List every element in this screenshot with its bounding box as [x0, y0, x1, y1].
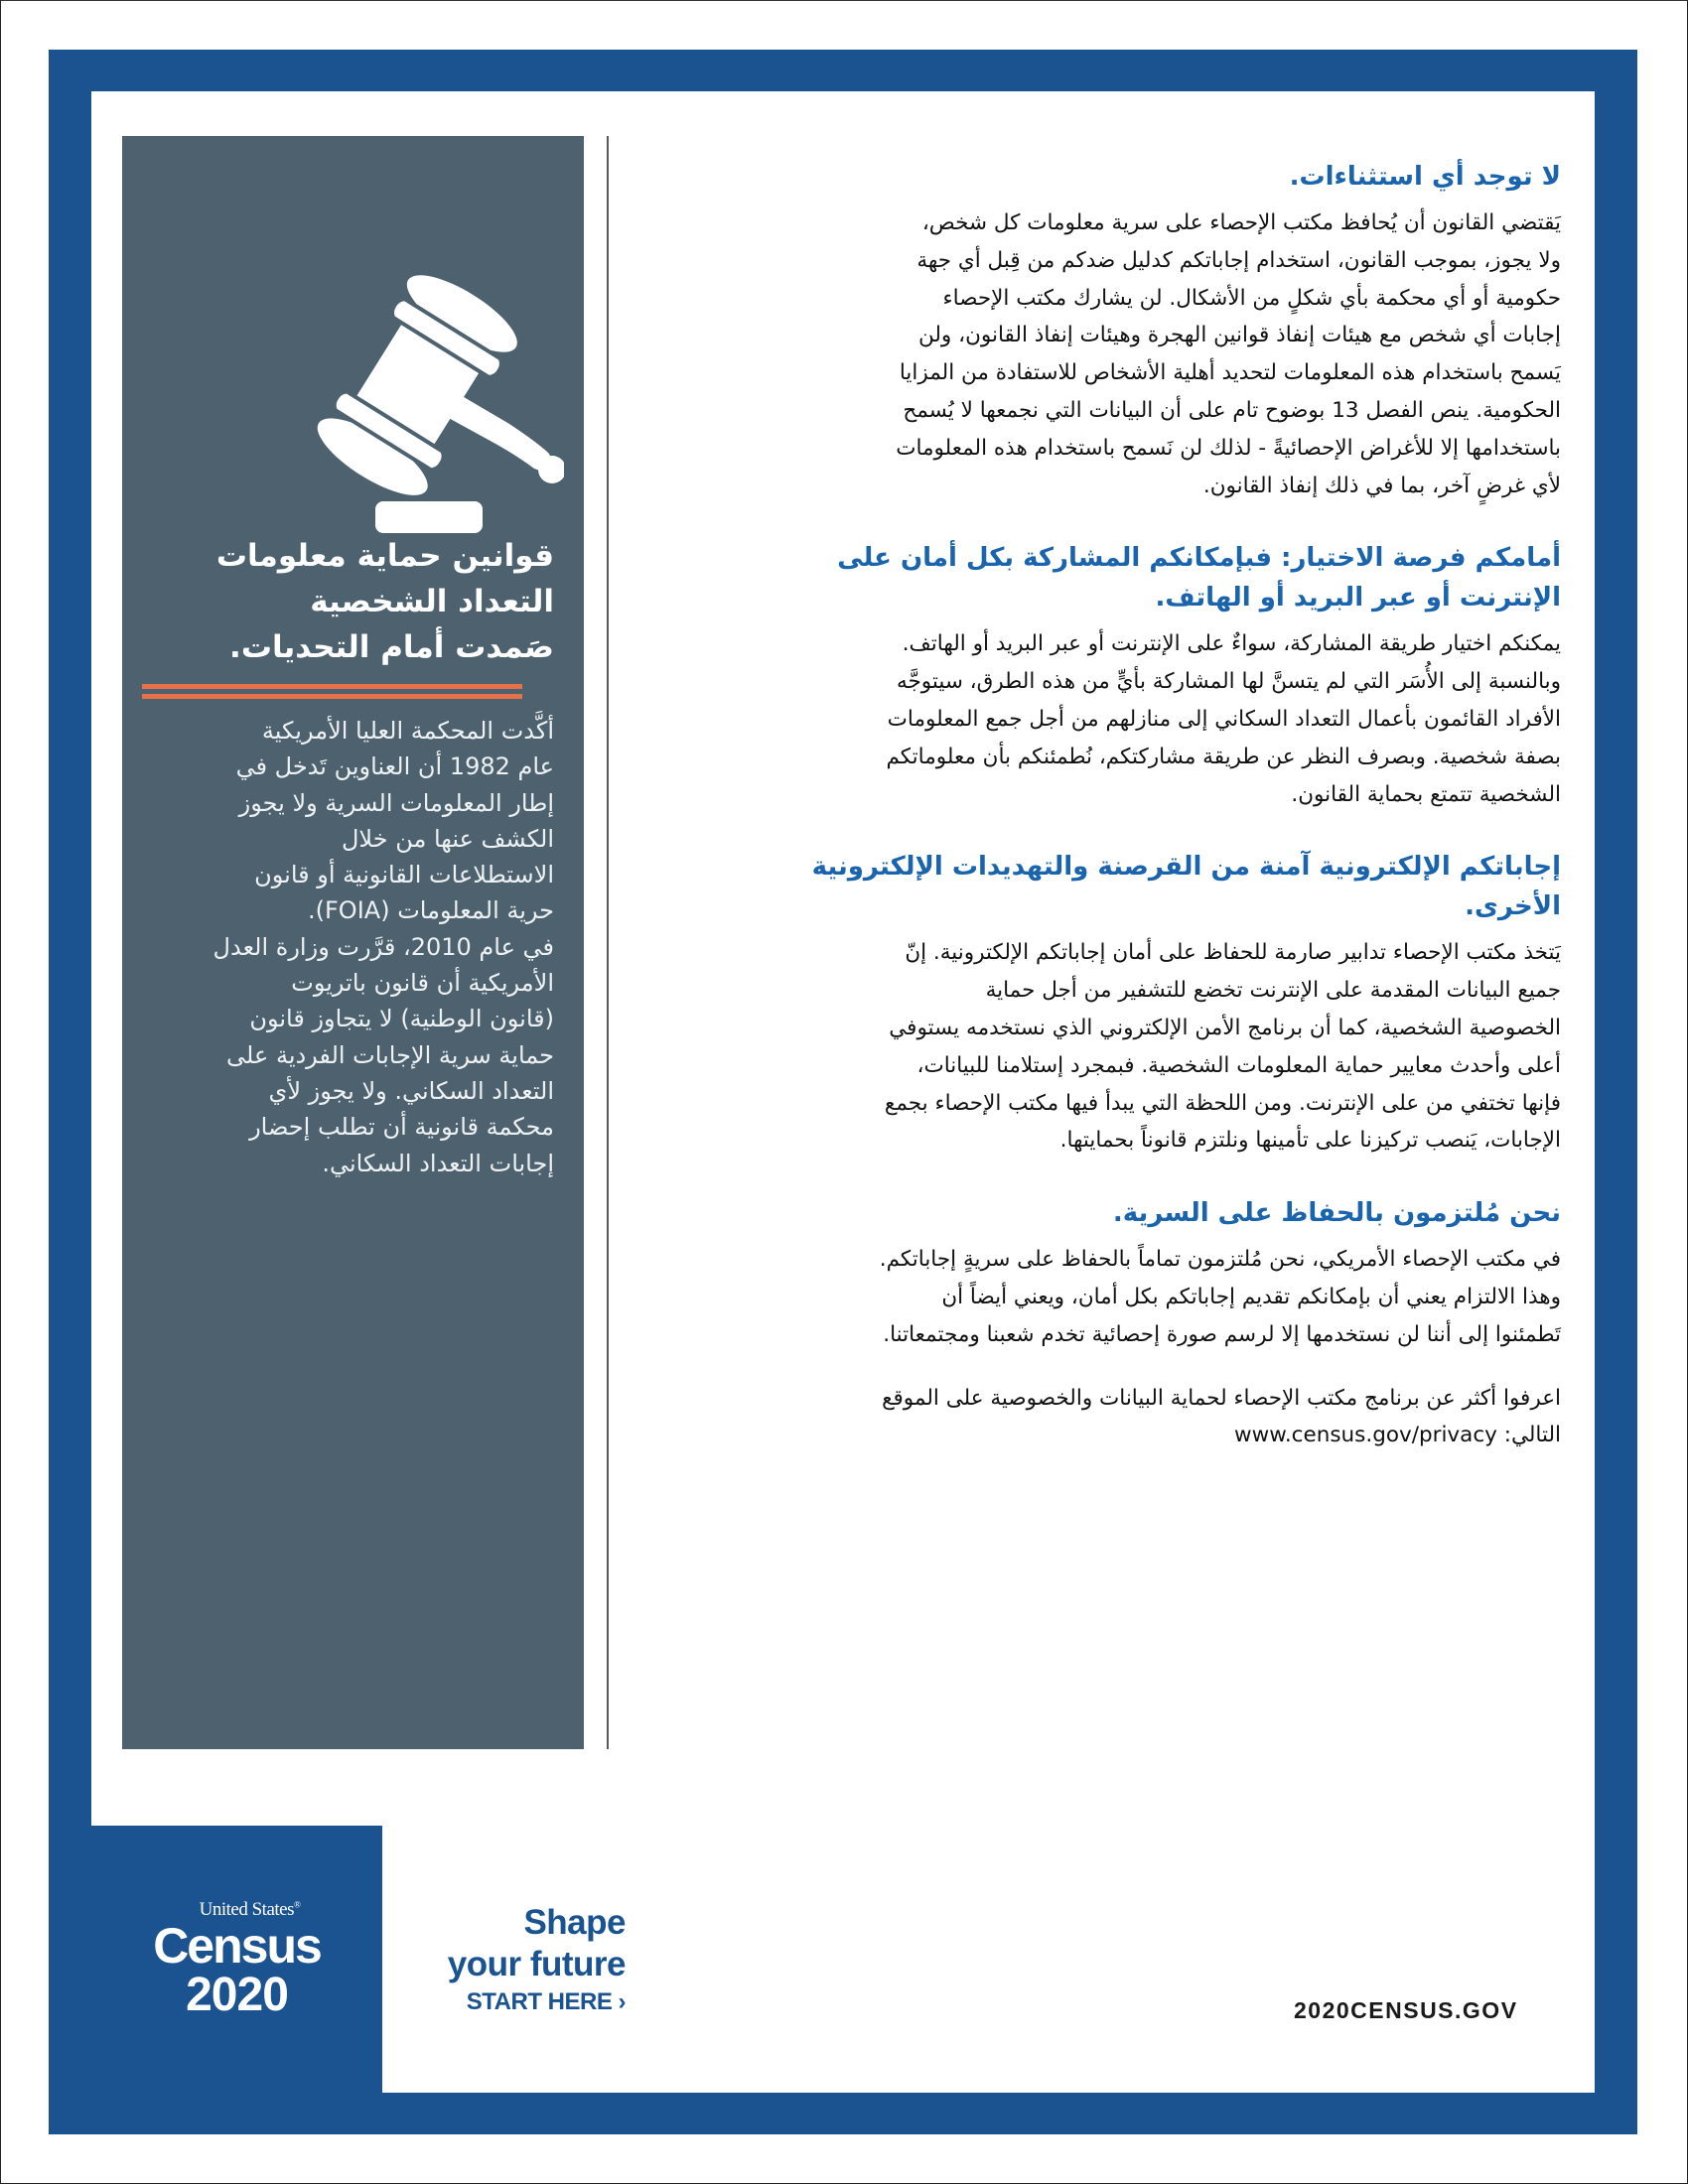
- heading-line: نحن مُلتزمون بالحفاظ على السرية.: [1112, 1198, 1561, 1229]
- learn-more-text: [645, 1380, 1561, 1455]
- sidebar-body-line: إجابات التعداد السكاني.: [322, 1149, 554, 1177]
- sidebar-body: [142, 713, 554, 1181]
- body-line: يَتخذ مكتب الإحصاء تدابير صارمة للحفاظ على أمان إجاباتكم الإلكترونية. إنّ: [905, 940, 1561, 966]
- body-line: تَطمئنوا إلى أننا لن نستخدمها إلا لرسم صورة إحصائية تخدم شعبنا ومجتمعاتنا.: [883, 1321, 1561, 1347]
- website-link[interactable]: 2020CENSUS.GOV: [1294, 1997, 1518, 2023]
- heading-line: لا توجد أي استثناءات.: [1289, 162, 1561, 192]
- sidebar-body-line: الاستطلاعات القانونية أو قانون: [254, 861, 554, 889]
- section-learn-more: [645, 1380, 1561, 1455]
- body-line: حكومية أو أي محكمة بأي شكلٍ من الأشكال. لن يشارك مكتب الإحصاء: [942, 285, 1561, 311]
- tagline: [397, 1902, 626, 2019]
- main-content: [645, 157, 1561, 1454]
- section-no-exceptions: [645, 157, 1561, 504]
- section-heading: [645, 157, 1561, 197]
- sidebar-body-line: (قانون الوطنية) لا يتجاوز قانون: [249, 1005, 554, 1033]
- column-divider: [607, 136, 609, 1749]
- sidebar-body-line: حماية سرية الإجابات الفردية على: [226, 1040, 554, 1069]
- sidebar-body-line: محكمة قانونية أن تطلب إحضار: [249, 1113, 554, 1142]
- sidebar-title-line: التعداد الشخصية: [310, 584, 554, 619]
- privacy-link[interactable]: www.census.gov/privacy: [1234, 1423, 1497, 1448]
- accent-rule: [142, 684, 522, 689]
- sidebar-title: [142, 533, 554, 670]
- sidebar-body-line: الكشف عنها من خلال: [341, 824, 554, 853]
- logo-stack: [153, 1899, 321, 2020]
- heading-line: أمامكم فرصة الاختيار: فبإمكانكم المشاركة بكل أمان على: [837, 543, 1561, 574]
- accent-rules: [142, 684, 554, 699]
- body-line: بصفة شخصية. وبصرف النظر عن طريقة مشاركتكم، نُطمئنكم بأن معلوماتكم: [886, 744, 1561, 769]
- body-line: الخصوصية الشخصية، كما أن برنامج الأمن الإلكتروني الذي نستخدمه يستوفي: [889, 1015, 1561, 1040]
- body-line: وهذا الالتزام يعني أن بإمكانكم تقديم إجاباتكم بكل أمان، ويعني أيضاً أن: [941, 1284, 1561, 1309]
- body-line: يَسمح باستخدام هذه المعلومات لتحديد أهلية الأشخاص للاستفادة من المزايا: [899, 360, 1561, 386]
- section-choice: [645, 538, 1561, 813]
- census-2020-logo: [91, 1826, 382, 2093]
- sidebar-body-line: أكَّدت المحكمة العليا الأمريكية: [261, 717, 554, 745]
- body-line: باستخدامها إلا للأغراض الإحصائيةً - لذلك لن نَسمح باستخدام هذه المعلومات: [896, 435, 1561, 461]
- sidebar-body-line: حرية المعلومات (FOIA).: [308, 896, 554, 925]
- sidebar-text: [142, 533, 554, 1181]
- section-heading: [645, 847, 1561, 926]
- body-line: يَقتضي القانون أن يُحافظ مكتب الإحصاء على سرية معلومات كل شخص،: [921, 210, 1561, 235]
- start-here-link[interactable]: START HERE ›: [466, 1988, 626, 2015]
- section-commitment: [645, 1193, 1561, 1353]
- sidebar-body-line: التعداد السكاني. ولا يجوز لأي: [268, 1076, 554, 1105]
- body-line: لأي غرضٍ آخر، بما في ذلك إنفاذ القانون.: [1202, 473, 1561, 498]
- body-line: وبالنسبة إلى الأُسَر التي لم يتسنَّ لها المشاركة بأيٍّ من هذه الطرق، سيتوجَّه: [896, 669, 1561, 695]
- logo-year: 2020: [186, 1968, 288, 2021]
- section-heading: [645, 1193, 1561, 1233]
- sidebar-body-line: إطار المعلومات السرية ولا يجوز: [238, 788, 554, 817]
- sidebar-title-line: صَمدت أمام التحديات.: [229, 629, 554, 665]
- section-heading: [645, 538, 1561, 617]
- sidebar-body-line: الأمريكية أن قانون باتريوت: [291, 969, 554, 998]
- tagline-line: Shape: [523, 1903, 626, 1942]
- body-line: الحكومية. ينص الفصل 13 بوضوح تام على أن البيانات التي نجمعها لا يُسمح: [903, 397, 1561, 423]
- section-body: [645, 625, 1561, 813]
- body-line: جميع البيانات المقدمة على الإنترنت تخضع للتشفير من أجل حماية: [985, 978, 1561, 1004]
- logo-united-states-text: United States: [199, 1898, 294, 1920]
- sidebar-body-line: عام 1982 أن العناوين تَدخل في: [235, 752, 554, 781]
- section-online-security: [645, 847, 1561, 1160]
- heading-line: الإنترنت أو عبر البريد أو الهاتف.: [1155, 583, 1561, 614]
- sidebar-panel: [122, 136, 584, 1749]
- sidebar-title-line: قوانين حماية معلومات: [215, 538, 554, 574]
- section-body: [645, 934, 1561, 1160]
- body-line: إجابات أي شخص مع هيئات إنفاذ قوانين الهجرة وهيئات إنفاذ القانون، ولن: [918, 323, 1561, 348]
- section-body: [645, 1241, 1561, 1353]
- body-line: الأفراد القائمون بأعمال التعداد السكاني إلى منازلهم من أجل جمع المعلومات: [887, 706, 1561, 732]
- learn-more-line2: [645, 1417, 1561, 1454]
- gavel-icon: [266, 275, 564, 533]
- body-line: الإجابات، يَنصب تركيزنا على تأمينها ونلتزم قانوناً بحمايتها.: [1059, 1128, 1561, 1154]
- body-line: يمكنكم اختيار طريقة المشاركة، سواءٌ على الإنترنت أو عبر البريد أو الهاتف.: [902, 631, 1561, 657]
- registered-mark: ®: [294, 1899, 301, 1910]
- heading-line: إجاباتكم الإلكترونية آمنة من القرصنة والتهديدات الإلكترونية: [811, 852, 1561, 883]
- body-line: في مكتب الإحصاء الأمريكي، نحن مُلتزمون تماماً بالحفاظ على سريةٍ إجاباتكم.: [879, 1247, 1561, 1273]
- tagline-line: your future: [447, 1945, 626, 1983]
- accent-rule: [142, 694, 522, 699]
- heading-line: الأخرى.: [1465, 891, 1561, 922]
- body-line: فإنها تختفي من على الإنترنت. ومن اللحظة التي يبدأ فيها مكتب الإحصاء بجمع: [884, 1090, 1561, 1116]
- body-line: أعلى وأحدث معايير حماية المعلومات الشخصية. فبمجرد إستلامنا للبيانات،: [916, 1052, 1561, 1078]
- body-line: ولا يجوز، بموجب القانون، استخدام إجاباتكم كدليل ضدكم من قِبل أي جهة: [916, 247, 1561, 273]
- section-body: [645, 205, 1561, 504]
- learn-more-prefix: التالي:: [1503, 1423, 1561, 1448]
- learn-more-line: اعرفوا أكثر عن برنامج مكتب الإحصاء لحماية البيانات والخصوصية على الموقع: [882, 1385, 1561, 1411]
- sidebar-body-line: في عام 2010، قرَّرت وزارة العدل: [212, 932, 554, 961]
- logo-census-word: Census: [153, 1917, 321, 1974]
- body-line: الشخصية تتمتع بحماية القانون.: [1291, 781, 1561, 807]
